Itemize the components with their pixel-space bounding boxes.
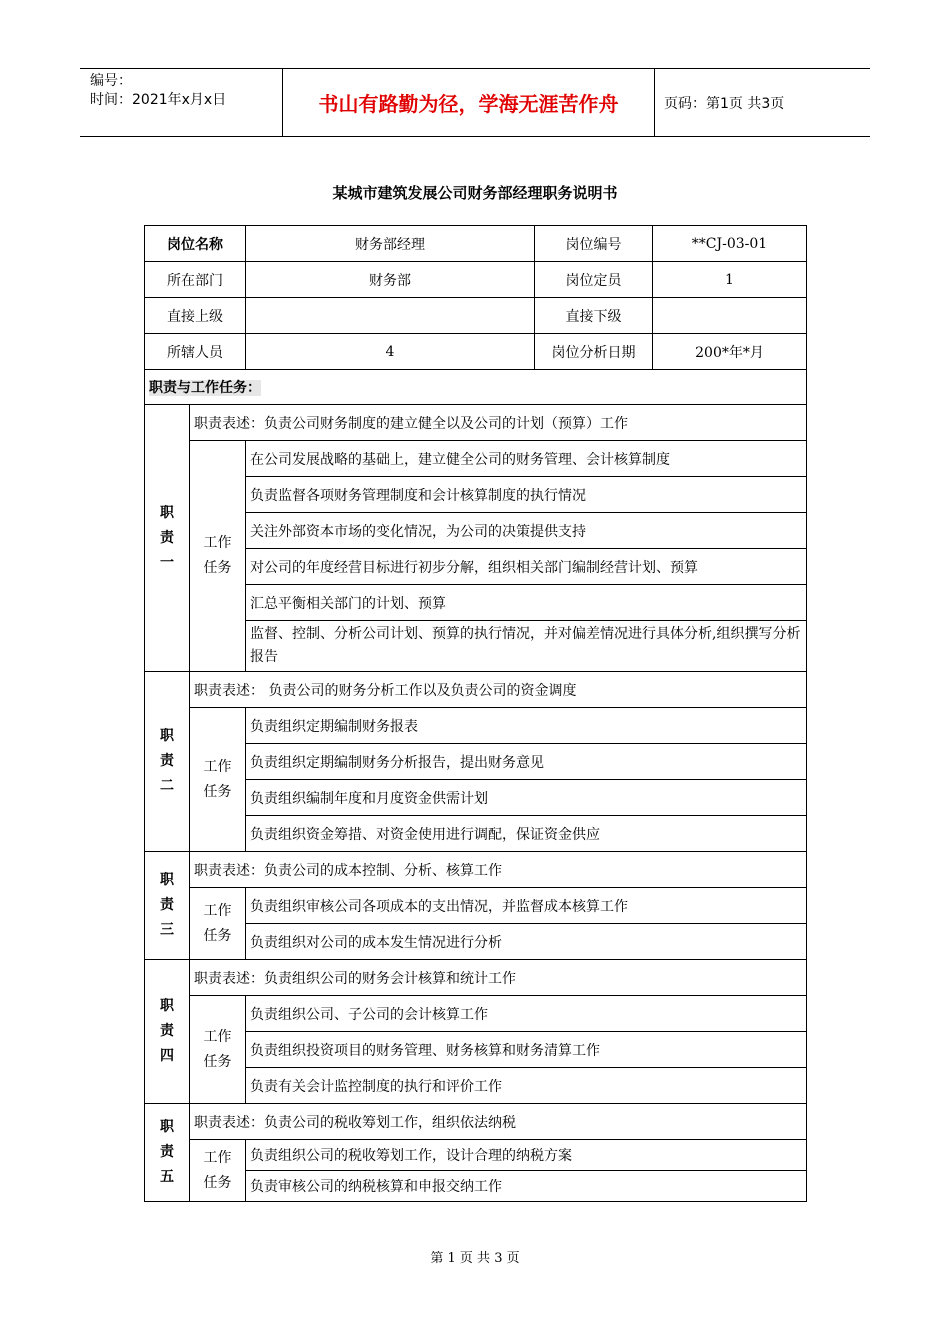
task-item: 负责组织审核公司各项成本的支出情况，并监督成本核算工作	[246, 888, 807, 924]
work-label-line: 任务	[203, 1053, 232, 1070]
task-item: 负责审核公司的纳税核算和申报交纳工作	[246, 1171, 807, 1202]
duty-label-char: 职	[160, 728, 174, 744]
section-title	[145, 370, 807, 405]
position-name-value: 财务部经理	[246, 226, 535, 262]
time-label: 时间：2021年x月x日	[90, 92, 227, 108]
duty-label-char: 责	[160, 1023, 174, 1039]
task-row	[145, 708, 807, 744]
job-description-table	[144, 225, 807, 1202]
duty-statement-row	[145, 852, 807, 888]
work-label-line: 工作	[203, 758, 232, 775]
task-item: 负责组织投资项目的财务管理、财务核算和财务清算工作	[246, 1032, 807, 1068]
duty-label	[145, 672, 190, 852]
duty-label-char: 职	[160, 1119, 174, 1135]
duty-statement: 职责表述：负责组织公司的财务会计核算和统计工作	[190, 960, 807, 996]
superior-label: 直接上级	[145, 298, 246, 334]
task-item: 负责组织资金筹措、对资金使用进行调配，保证资金供应	[246, 816, 807, 852]
duty-label-char: 四	[160, 1048, 174, 1064]
task-item: 负责有关会计监控制度的执行和评价工作	[246, 1068, 807, 1104]
department-value: 财务部	[246, 262, 535, 298]
task-item: 负责组织定期编制财务分析报告，提出财务意见	[246, 744, 807, 780]
managed-label: 所辖人员	[145, 334, 246, 370]
department-label: 所在部门	[145, 262, 246, 298]
duty-statement: 职责表述：负责公司财务制度的建立健全以及公司的计划（预算）工作	[190, 405, 807, 441]
work-label-line: 任务	[203, 927, 232, 944]
position-code-label: 岗位编号	[535, 226, 653, 262]
task-item: 汇总平衡相关部门的计划、预算	[246, 585, 807, 621]
task-item: 监督、控制、分析公司计划、预算的执行情况，并对偏差情况进行具体分析,组织撰写分析报告	[246, 621, 807, 672]
work-task-label	[190, 1140, 246, 1202]
headcount-value: 1	[653, 262, 807, 298]
page-footer: 第 1 页 共 3 页	[430, 1251, 520, 1266]
task-row	[145, 996, 807, 1032]
duty-statement-row	[145, 405, 807, 441]
duty-label-char: 职	[160, 872, 174, 888]
task-item: 负责监督各项财务管理制度和会计核算制度的执行情况	[246, 477, 807, 513]
duty-statement-row	[145, 672, 807, 708]
duty-label-char: 责	[160, 897, 174, 913]
work-task-label	[190, 996, 246, 1104]
header-motto: 书山有路勤为径，学海无涯苦作舟	[283, 69, 655, 136]
duty-label-char: 二	[160, 778, 174, 794]
task-item: 负责组织公司、子公司的会计核算工作	[246, 996, 807, 1032]
task-item: 负责组织定期编制财务报表	[246, 708, 807, 744]
task-item: 在公司发展战略的基础上，建立健全公司的财务管理、会计核算制度	[246, 441, 807, 477]
work-label-line: 工作	[203, 535, 232, 551]
work-label-line: 任务	[203, 560, 232, 576]
duty-statement: 职责表述： 负责公司的财务分析工作以及负责公司的资金调度	[190, 672, 807, 708]
position-code-value: **CJ-03-01	[653, 226, 807, 262]
work-task-label	[190, 888, 246, 960]
duty-label-char: 责	[160, 529, 174, 546]
info-row-1	[145, 226, 807, 262]
work-label-line: 工作	[203, 1028, 232, 1045]
document-title: 某城市建筑发展公司财务部经理职务说明书	[332, 184, 618, 202]
task-item: 关注外部资本市场的变化情况，为公司的决策提供支持	[246, 513, 807, 549]
duty-label	[145, 1104, 190, 1202]
work-label-line: 工作	[203, 1149, 232, 1166]
work-label-line: 任务	[203, 1174, 232, 1191]
duty-label-char: 一	[160, 554, 174, 571]
subordinate-label: 直接下级	[535, 298, 653, 334]
duty-label-char: 三	[160, 922, 174, 938]
work-task-label	[190, 708, 246, 852]
duty-statement-row	[145, 960, 807, 996]
page-header	[80, 68, 870, 137]
header-meta	[80, 69, 283, 136]
duty-label-char: 职	[160, 504, 174, 521]
task-item: 对公司的年度经营目标进行初步分解，组织相关部门编制经营计划、预算	[246, 549, 807, 585]
task-row	[145, 888, 807, 924]
duty-label	[145, 960, 190, 1104]
duty-label-char: 职	[160, 998, 174, 1014]
duty-statement: 职责表述：负责公司的成本控制、分析、核算工作	[190, 852, 807, 888]
work-label-line: 任务	[203, 783, 232, 800]
task-item: 负责组织公司的税收筹划工作，设计合理的纳税方案	[246, 1140, 807, 1171]
work-label-line: 工作	[203, 902, 232, 919]
duty-label-char: 责	[160, 1144, 174, 1160]
info-row-4	[145, 334, 807, 370]
analysis-date-value: 200*年*月	[653, 334, 807, 370]
duty-statement: 职责表述：负责公司的税收筹划工作，组织依法纳税	[190, 1104, 807, 1140]
analysis-date-label: 岗位分析日期	[535, 334, 653, 370]
duty-label-char: 责	[160, 753, 174, 769]
info-row-3	[145, 298, 807, 334]
duty-label-char: 五	[160, 1169, 174, 1185]
managed-value: 4	[246, 334, 535, 370]
task-row	[145, 441, 807, 477]
task-item: 负责组织编制年度和月度资金供需计划	[246, 780, 807, 816]
task-item: 负责组织对公司的成本发生情况进行分析	[246, 924, 807, 960]
subordinate-value	[653, 298, 807, 334]
number-label: 编号：	[90, 73, 132, 89]
headcount-label: 岗位定员	[535, 262, 653, 298]
duty-statement-row	[145, 1104, 807, 1140]
superior-value	[246, 298, 535, 334]
duty-label	[145, 405, 190, 672]
info-row-2	[145, 262, 807, 298]
section-title-row	[145, 370, 807, 405]
task-row	[145, 1140, 807, 1171]
header-page-info: 页码：第1页 共3页	[664, 95, 785, 112]
position-name-label: 岗位名称	[145, 226, 246, 262]
duty-label	[145, 852, 190, 960]
work-task-label	[190, 441, 246, 672]
section-title-text: 职责与工作任务：	[149, 380, 261, 396]
